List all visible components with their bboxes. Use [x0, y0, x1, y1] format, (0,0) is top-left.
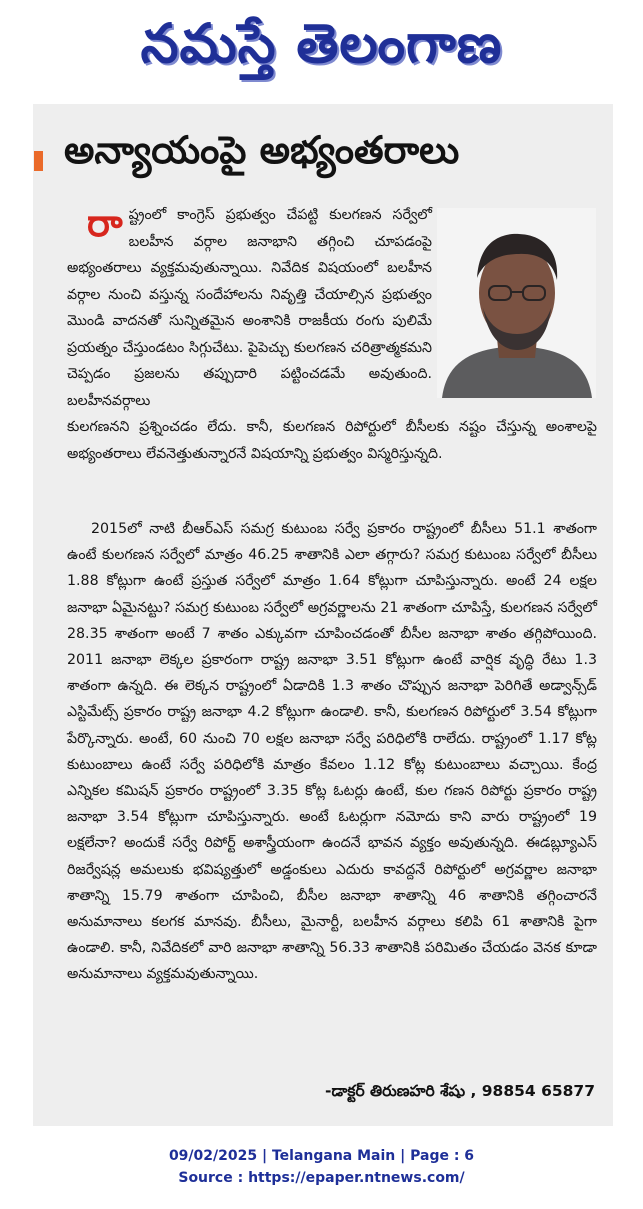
edition-info: 09/02/2025 | Telangana Main | Page : 6: [168, 1148, 475, 1164]
masthead: [0, 0, 643, 92]
intro-text-continued: కులగణనని ప్రశ్నించడం లేదు. కానీ, కులగణన రిపోర్టులో బీసీలకు నష్టం చేస్తున్న అంశాలపై అభ్యంతరాలు లేవనెత్తుతున్నారనే విషయాన్ని ప్రభుత్వం విస్మరిస్తున్నది.: [67, 419, 597, 462]
source-link[interactable]: Source : https://epaper.ntnews.com/: [178, 1170, 465, 1186]
author-byline: -డాక్టర్ తిరుణహరి శేషు , 98854 65877: [325, 1082, 595, 1100]
article-intro-paragraph: [67, 202, 597, 467]
drop-cap: రా: [87, 201, 123, 245]
headline-accent-bar: [34, 151, 43, 171]
intro-text-beside-photo: ష్ట్రంలో కాంగ్రెస్ ప్రభుత్వం చేపట్టి కులగణన సర్వేలో బలహీన వర్గాల జనాభాని తగ్గించి చూపడంపై అభ్యంతరాలు వ్యక్తమవుతున్నాయి. నివేదిక విషయంలో బలహీన వర్గాల నుంచి వస్తున్న సందేహాలను నివృత్తి చేయాల్సిన ప్రభుత్వం మొండి వాదనతో సున్నితమైన అంశానికి రాజకీయ రంగు పులిమే ప్రయత్నం చేస్తుండటం సిగ్గుచేటు. పైపెచ్చు కులగణన చరిత్రాత్మకమని చెప్పడం ప్రజలను తప్పుదారి పట్టించడమే అవుతుంది. బలహీనవర్గాలు: [67, 207, 432, 409]
newspaper-logo: నమస్తే తెలంగాణ: [140, 11, 503, 75]
article-body-paragraph: 2015లో నాటి బీఆర్ఎస్ సమగ్ర కుటుంబ సర్వే ప్రకారం రాష్ట్రంలో బీసీలు 51.1 శాతంగా ఉంటే కులగణన సర్వేలో మాత్రం 46.25 శాతానికి ఎలా తగ్గారు? సమగ్ర కుటుంబ సర్వేలో బీసీలు 1.88 కోట్లుగా ఉంటే ప్రస్తుత సర్వేలో మాత్రం 1.64 కోట్లుగా చూపిస్తున్నారు. అంటే 24 లక్షల జనాభా ఏమైనట్టు? సమగ్ర కుటుంబ సర్వేలో అగ్రవర్ణాలను 21 శాతంగా చూపిస్తే, కులగణన సర్వేలో 28.35 శాతంగా అంటే 7 శాతం ఎక్కువగా చూపించడంతో బీసీల జనాభా శాతం తగ్గిపోయింది. 2011 జనాభా లెక్కల ప్రకారంగా రాష్ట్ర జనాభా 3.51 కోట్లుగా ఉంటే వార్షిక వృద్ధి రేటు 1.3 శాతంగా ఉన్నది. ఈ లెక్కన రాష్ట్రంలో ఏడాదికి 1.3 శాతం చొప్పున జనాభా పెరిగితే అడ్వాన్స్‌డ్ ఎస్టిమేట్స్ ప్రకారం రాష్ట్ర జనాభా 4.2 కోట్లుగా ఉండాలి. కానీ, కులగణన రిపోర్టులో 3.54 కోట్లుగా పేర్కొన్నారు. అంటే, 60 నుంచి 70 లక్షల జనాభా సర్వే పరిధిలోకి రాలేదు. రాష్ట్రంలో 1.17 కోట్ల కుటుంబాలు ఉంటే సర్వే పరిధిలోకి మాత్రం కేవలం 1.12 కోట్ల కుటుంబాలు వచ్చాయి. కేంద్ర ఎన్నికల కమిషన్ ప్రకారం రాష్ట్రంలో 3.35 కోట్ల ఓటర్లు ఉంటే, కుల గణన రిపోర్టు ప్రకారం రాష్ట్ర జనాభా 3.54 కోట్లుగా చూపిస్తున్నారు. అంటే ఓటర్లుగా నమోదు కాని వారు రాష్ట్రంలో 19 లక్షలేనా? అందుకే సర్వే రిపోర్ట్ అశాస్త్రీయంగా ఉందనే భావన వ్యక్తం అవుతున్నది. ఈడబ్ల్యూఎస్ రిజర్వేషన్ల అమలుకు భవిష్యత్తులో అడ్డంకులు ఎదురు కావద్దనే రిపోర్టులో అగ్రవర్ణాల జనాభా శాతాన్ని 15.79 శాతంగా చూపించి, బీసీల జనాభా శాతాన్ని 46 శాతానికి తగ్గించారనే అనుమానాలు కలగక మానవు. బీసీలు, మైనార్టీ, బలహీన వర్గాలు కలిపి 61 శాతానికి పైగా ఉండాలి. కానీ, నివేదికలో వారి జనాభా శాతాన్ని 56.33 శాతానికి పరిమితం చేయడం వెనక కూడా అనుమానాలు వ్యక్తమవుతున్నాయి.: [67, 521, 597, 983]
article-headline: అన్యాయంపై అభ్యంతరాలు: [64, 128, 460, 172]
